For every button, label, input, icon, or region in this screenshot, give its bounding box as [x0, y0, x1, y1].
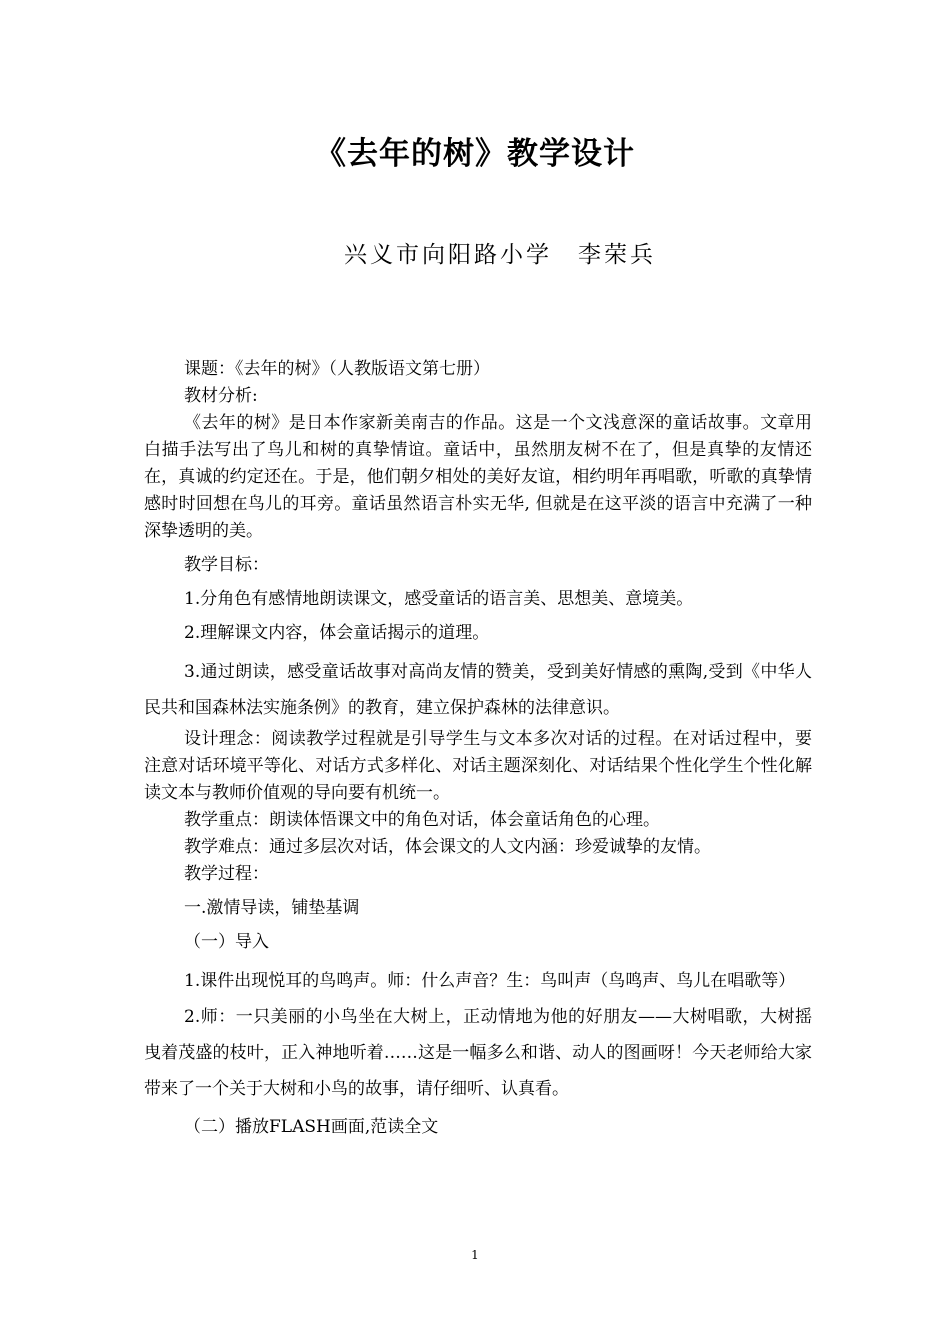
subsection-heading-2: （二）播放FLASH画面,范读全文	[184, 1117, 439, 1137]
section-heading-1: 一.激情导读，铺垫基调	[184, 898, 360, 918]
goal-item-1: 1.分角色有感情地朗读课文，感受童话的语言美、思想美、意境美。	[184, 589, 694, 609]
goal-item-3: 3.通过朗读，感受童话故事对高尚友情的赞美，受到美好情感的熏陶,受到《中华人民共和国森林法实施条例》的教育，建立保护森林的法律意识。	[144, 662, 812, 718]
subsection-heading-1: （一）导入	[184, 932, 269, 952]
author-name: 李荣兵	[578, 242, 656, 268]
difficulty-line: 教学难点：通过多层次对话，体会课文的人文内涵：珍爱诚挚的友情。	[184, 837, 711, 857]
document-title: 《去年的树》教学设计	[315, 136, 635, 172]
key-point-line: 教学重点：朗读体悟课文中的角色对话，体会童话角色的心理。	[184, 810, 660, 830]
author-line	[0, 236, 950, 269]
author-school: 兴义市向阳路小学	[344, 242, 552, 268]
goal-item-2: 2.理解课文内容，体会童话揭示的道理。	[184, 623, 490, 643]
page-number: 1	[471, 1248, 479, 1262]
topic-line: 课题：《去年的树》（人教版语文第七册）	[184, 359, 490, 379]
design-concept-paragraph: 设计理念：阅读教学过程就是引导学生与文本多次对话的过程。在对话过程中，要注意对话环境平等化、对话方式多样化、对话主题深刻化、对话结果个性化学生个性化解读文本与教师价值观的导向要有机统一。	[144, 729, 812, 803]
goals-heading: 教学目标：	[184, 555, 269, 575]
step-item-1: 1.课件出现悦耳的鸟鸣声。师：什么声音？生：鸟叫声（鸟鸣声、鸟儿在唱歌等）	[184, 971, 796, 991]
process-heading: 教学过程：	[184, 864, 269, 884]
analysis-paragraph: 《去年的树》是日本作家新美南吉的作品。这是一个文浅意深的童话故事。文章用白描手法写出了鸟儿和树的真挚情谊。童话中，虽然朋友树不在了，但是真挚的友情还在，真诚的约定还在。于是，他们朝夕相处的美好友谊，相约明年再唱歌，听歌的真挚情感时时回想在鸟儿的耳旁。童话虽然语言朴实无华, 但就是在这平淡的语言中充满了一种深挚透明的美。	[144, 413, 812, 541]
step-item-2: 2.师：一只美丽的小鸟坐在大树上，正动情地为他的好朋友——大树唱歌，大树摇曳着茂盛的枝叶，正入神地听着……这是一幅多么和谐、动人的图画呀！今天老师给大家带来了一个关于大树和小鸟的故事，请仔细听、认真看。	[144, 1007, 812, 1099]
analysis-heading: 教材分析:	[184, 386, 258, 406]
document-body	[144, 356, 812, 1148]
